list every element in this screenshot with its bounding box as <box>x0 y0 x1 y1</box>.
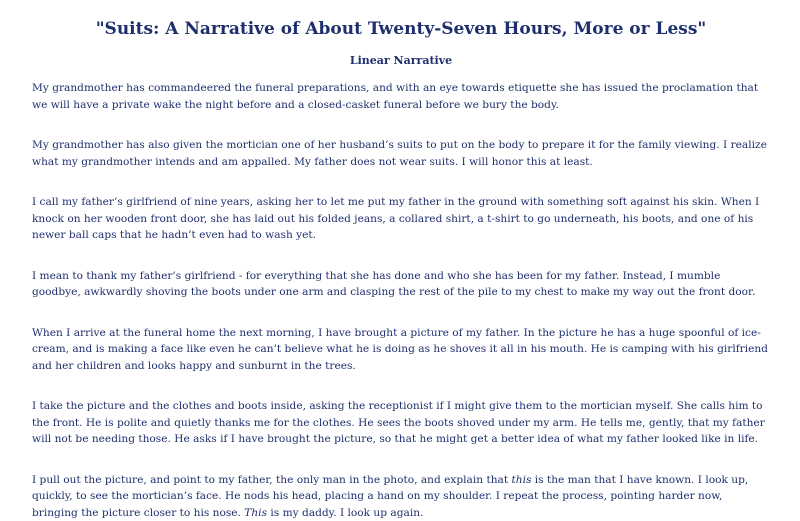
document-subtitle: Linear Narrative <box>32 54 770 68</box>
paragraph-6: I take the picture and the clothes and boots inside, asking the receptionist if I might give them to the mortician myself. She calls him to the front. He is polite and quietly thanks me for the clothes. He sees the boots shoved under my arm. He tells me, gently, that my father will not be needing those. He asks if I have brought the picture, so that he might get a better idea of what my father looked like in life. <box>32 398 770 448</box>
paragraph-7 <box>32 472 770 521</box>
paragraph-4: I mean to thank my father’s girlfriend - for everything that she has done and who she has been for my father. Instead, I mumble goodbye, awkwardly shoving the boots under one arm and clasping the rest of the pile to my chest to make my way out the front door. <box>32 268 770 301</box>
paragraph-7-emphasis-2: This <box>244 507 267 519</box>
paragraph-5: When I arrive at the funeral home the next morning, I have brought a picture of my father. In the picture he has a huge spoonful of ice-cream, and is making a face like even he can’t believe what he is doing as he shoves it all in his mouth. He is camping with his girlfriend and her children and looks happy and sunburnt in the trees. <box>32 325 770 375</box>
paragraph-7-emphasis-1: this <box>511 474 531 486</box>
document-title: "Suits: A Narrative of About Twenty-Seven Hours, More or Less" <box>32 18 770 40</box>
paragraph-1: My grandmother has commandeered the funeral preparations, and with an eye towards etiquette she has issued the proclamation that we will have a private wake the night before and a closed-casket funeral before we bury the body. <box>32 80 770 113</box>
paragraph-7-part-3: is my daddy. I look up again. <box>267 507 423 519</box>
paragraph-7-part-2: is the man that I have known. I look up, quickly, to see the mortician’s face. He nods his head, placing a hand on my shoulder. I repeat the process, pointing harder now, bringing the picture closer to his nose. <box>32 474 748 519</box>
paragraph-2: My grandmother has also given the mortician one of her husband’s suits to put on the body to prepare it for the family viewing. I realize what my grandmother intends and am appalled. My father does not wear suits. I will honor this at least. <box>32 137 770 170</box>
paragraph-3: I call my father’s girlfriend of nine years, asking her to let me put my father in the ground with something soft against his skin. When I knock on her wooden front door, she has laid out his folded jeans, a collared shirt, a t-shirt to go underneath, his boots, and one of his newer ball caps that he hadn’t even had to wash yet. <box>32 194 770 244</box>
paragraph-7-part-1: I pull out the picture, and point to my father, the only man in the photo, and explain that <box>32 474 511 486</box>
